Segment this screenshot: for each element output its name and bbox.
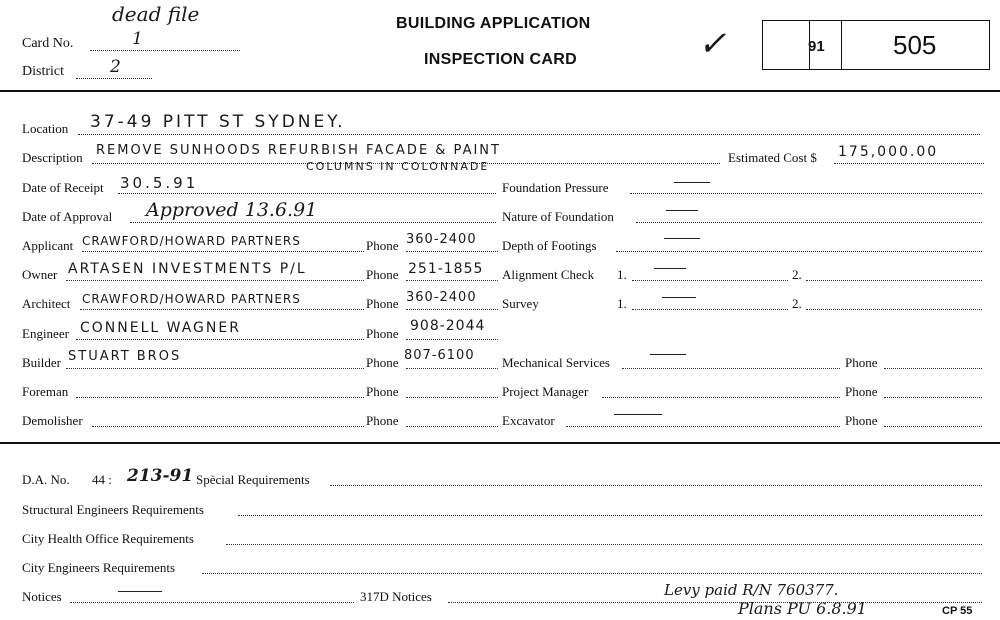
- city-engineers-line: [202, 573, 982, 574]
- card-no-annotation: dead file: [112, 2, 200, 26]
- survey-1: 1.: [617, 296, 627, 311]
- applicant-value: CRAWFORD/HOWARD PARTNERS: [82, 234, 301, 248]
- district-value: 2: [110, 57, 121, 77]
- date-of-receipt-line: [118, 193, 496, 194]
- owner-label: Owner: [22, 267, 58, 282]
- description-value-line2: COLUMNS IN COLONNADE: [306, 160, 490, 173]
- mechanical-services-label: Mechanical Services: [502, 355, 610, 370]
- notices-label: Notices: [22, 589, 62, 604]
- da-prefix: 44 :: [92, 472, 112, 487]
- engineer-phone-line: [406, 339, 498, 340]
- excavator-phone-line: [884, 426, 982, 427]
- levy-paid-note: Levy paid R/N 760377.: [664, 581, 839, 599]
- notices-317d-label: 317D Notices: [360, 589, 432, 604]
- date-of-approval-label: Date of Approval: [22, 209, 113, 224]
- form-title-line2: INSPECTION CARD: [424, 51, 577, 68]
- foreman-phone-line: [406, 397, 498, 398]
- notices-317d-line: [448, 602, 982, 603]
- date-of-receipt-value: 30.5.91: [120, 174, 199, 192]
- notices-line: [70, 602, 354, 603]
- demolisher-label: Demolisher: [22, 413, 83, 428]
- foundation-pressure-dash: [674, 182, 710, 183]
- card-no-line: [90, 50, 240, 51]
- date-of-receipt-label: Date of Receipt: [22, 180, 104, 195]
- owner-value: ARTASEN INVESTMENTS P/L: [68, 261, 307, 277]
- excavator-phone-label: Phone: [845, 413, 878, 428]
- owner-phone-line: [406, 280, 498, 281]
- structural-engineers-line: [238, 515, 982, 516]
- date-of-approval-line: [130, 222, 496, 223]
- location-label: Location: [22, 121, 69, 136]
- demolisher-phone-line: [406, 426, 498, 427]
- builder-label: Builder: [22, 355, 61, 370]
- builder-value: STUART BROS: [68, 349, 182, 364]
- architect-phone-label: Phone: [366, 296, 399, 311]
- special-requirements-label: Spècial Requirements: [196, 472, 310, 487]
- da-number-value: 213-91: [127, 466, 194, 486]
- depth-of-footings-label: Depth of Footings: [502, 238, 597, 253]
- excavator-label: Excavator: [502, 413, 555, 428]
- alignment-check-1-dash: [654, 268, 686, 269]
- applicant-phone-line: [406, 251, 498, 252]
- project-manager-phone-label: Phone: [845, 384, 878, 399]
- box-code: 91: [808, 38, 825, 55]
- nature-of-foundation-dash: [666, 210, 698, 211]
- alignment-check-1: 1.: [617, 267, 627, 282]
- description-label: Description: [22, 150, 83, 165]
- da-no-label: D.A. No.: [22, 472, 70, 487]
- architect-phone-line: [406, 309, 498, 310]
- foreman-phone-label: Phone: [366, 384, 399, 399]
- architect-value: CRAWFORD/HOWARD PARTNERS: [82, 292, 301, 306]
- nature-of-foundation-label: Nature of Foundation: [502, 209, 614, 224]
- box-number: 505: [893, 30, 937, 60]
- alignment-check-2-line: [806, 280, 982, 281]
- plans-pu-note: Plans PU 6.8.91: [738, 599, 867, 618]
- card-number-box: [762, 20, 990, 70]
- foundation-pressure-label: Foundation Pressure: [502, 180, 609, 195]
- engineer-line: [76, 339, 364, 340]
- survey-2-line: [806, 309, 982, 310]
- mechanical-services-phone-line: [884, 368, 982, 369]
- architect-label: Architect: [22, 296, 71, 311]
- estimated-cost-line: [834, 163, 984, 164]
- card-no-label: Card No.: [22, 36, 74, 51]
- district-line: [76, 78, 152, 79]
- date-of-approval-value: Approved 13.6.91: [146, 199, 318, 221]
- alignment-check-1-line: [632, 280, 788, 281]
- survey-1-dash: [662, 297, 696, 298]
- location-line: [78, 134, 980, 135]
- city-health-label: City Health Office Requirements: [22, 531, 194, 546]
- header-divider: [0, 90, 1000, 92]
- demolisher-line: [92, 426, 364, 427]
- applicant-line: [82, 251, 364, 252]
- engineer-label: Engineer: [22, 326, 69, 341]
- main-divider: [0, 442, 1000, 444]
- demolisher-phone-label: Phone: [366, 413, 399, 428]
- survey-2: 2.: [792, 296, 802, 311]
- foreman-line: [76, 397, 364, 398]
- mechanical-services-dash: [650, 354, 686, 355]
- alignment-check-label: Alignment Check: [502, 267, 595, 282]
- project-manager-label: Project Manager: [502, 384, 589, 399]
- builder-line: [66, 368, 364, 369]
- city-engineers-label: City Engineers Requirements: [22, 560, 176, 575]
- builder-phone-value: 807-6100: [404, 348, 475, 363]
- owner-phone-value: 251-1855: [408, 261, 484, 277]
- notices-dash: [118, 591, 162, 592]
- estimated-cost-value: 175,000.00: [838, 144, 939, 160]
- applicant-label: Applicant: [22, 238, 74, 253]
- architect-line: [80, 309, 364, 310]
- estimated-cost-label: Estimated Cost $: [728, 150, 817, 165]
- engineer-value: CONNELL WAGNER: [80, 320, 241, 336]
- project-manager-line: [602, 397, 840, 398]
- survey-1-line: [632, 309, 788, 310]
- foundation-pressure-line: [630, 193, 982, 194]
- location-value: 37-49 PITT ST SYDNEY.: [90, 112, 346, 132]
- mechanical-services-phone-label: Phone: [845, 355, 878, 370]
- survey-label: Survey: [502, 296, 539, 311]
- form-title-line1: BUILDING APPLICATION: [396, 15, 591, 32]
- applicant-phone-value: 360-2400: [406, 232, 477, 247]
- owner-line: [66, 280, 364, 281]
- builder-phone-label: Phone: [366, 355, 399, 370]
- depth-of-footings-line: [616, 251, 982, 252]
- mechanical-services-line: [622, 368, 840, 369]
- depth-of-footings-dash: [664, 238, 700, 239]
- engineer-phone-label: Phone: [366, 326, 399, 341]
- structural-engineers-label: Structural Engineers Requirements: [22, 502, 204, 517]
- excavator-line: [566, 426, 840, 427]
- special-requirements-line: [330, 485, 982, 486]
- description-value-line1: REMOVE SUNHOODS REFURBISH FACADE & PAINT: [96, 143, 501, 158]
- card-no-value: 1: [132, 29, 143, 49]
- applicant-phone-label: Phone: [366, 238, 399, 253]
- excavator-dash: [614, 414, 662, 415]
- foreman-label: Foreman: [22, 384, 69, 399]
- owner-phone-label: Phone: [366, 267, 399, 282]
- city-health-line: [226, 544, 982, 545]
- project-manager-phone-line: [884, 397, 982, 398]
- form-code: CP 55: [942, 605, 973, 617]
- alignment-check-2: 2.: [792, 267, 802, 282]
- district-label: District: [22, 64, 64, 79]
- nature-of-foundation-line: [636, 222, 982, 223]
- checkmark-annotation: ✓: [698, 24, 727, 64]
- engineer-phone-value: 908-2044: [410, 318, 486, 334]
- architect-phone-value: 360-2400: [406, 290, 477, 305]
- builder-phone-line: [406, 368, 498, 369]
